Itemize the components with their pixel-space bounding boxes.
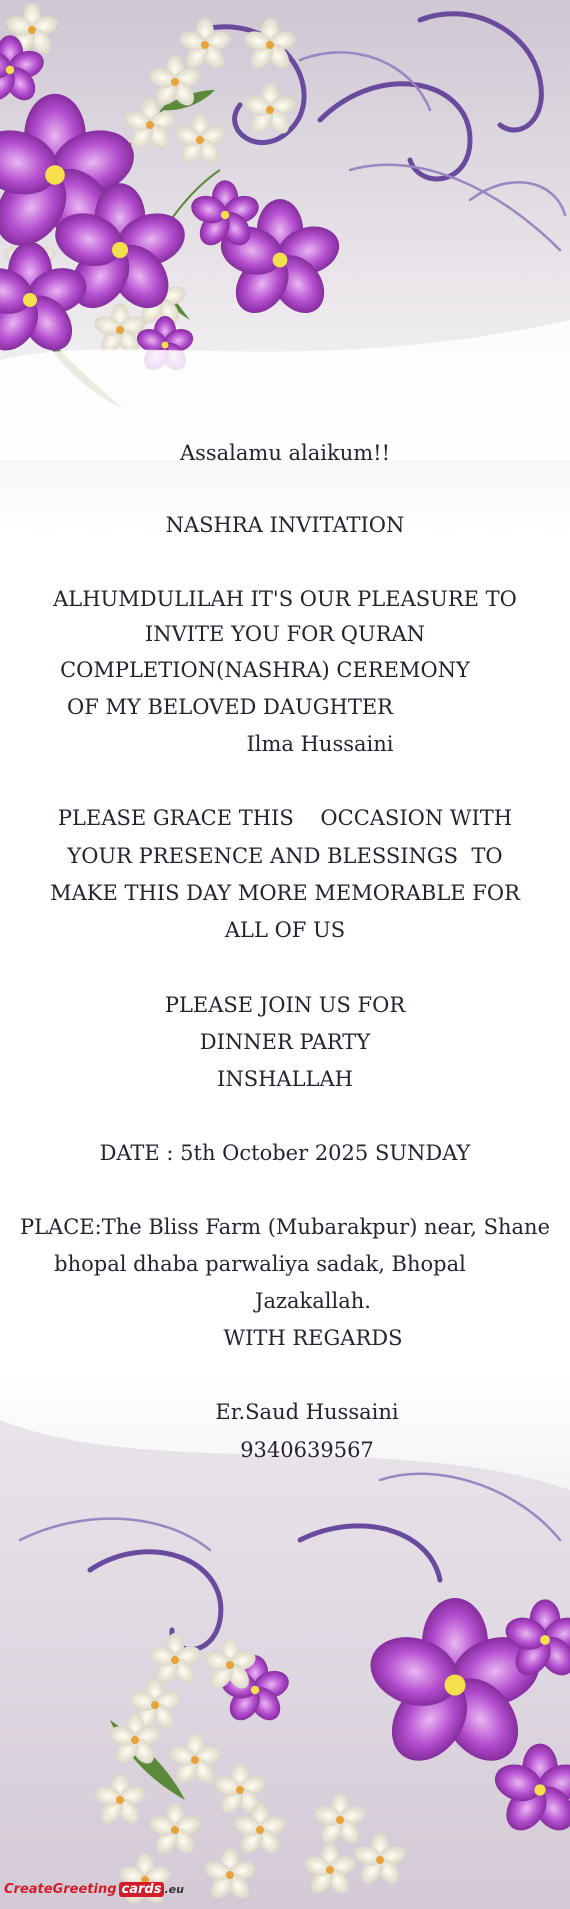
host-name: Er.Saud Hussaini <box>215 1400 399 1424</box>
watermark-text-2: cards <box>119 1882 165 1897</box>
watermark-text-1: CreateGreeting <box>4 1881 117 1897</box>
watermark-logo[interactable] <box>4 1875 184 1903</box>
regards-text: WITH REGARDS <box>223 1326 403 1350</box>
place-line-1: PLACE:The Bliss Farm (Mubarakpur) near, Shane <box>19 1215 550 1239</box>
join-line-2: DINNER PARTY <box>199 1030 371 1054</box>
place-line-2: bhopal dhaba parwaliya sadak, Bhopal <box>54 1252 466 1276</box>
grace-line-3: MAKE THIS DAY MORE MEMORABLE FOR <box>50 881 520 905</box>
join-line-3: INSHALLAH <box>217 1067 353 1091</box>
grace-line-1: PLEASE GRACE THIS OCCASION WITH <box>57 806 513 830</box>
grace-line-2: YOUR PRESENCE AND BLESSINGS TO <box>67 844 503 868</box>
intro-line-1: ALHUMDULILAH IT'S OUR PLEASURE TO <box>53 587 517 611</box>
watermark-text-3: .eu <box>164 1882 184 1896</box>
grace-line-4: ALL OF US <box>224 918 346 942</box>
thanks-text: Jazakallah. <box>255 1289 371 1313</box>
invitation-heading: NASHRA INVITATION <box>165 513 405 537</box>
intro-line-3: COMPLETION(NASHRA) CEREMONY <box>60 658 470 682</box>
intro-line-2: INVITE YOU FOR QURAN <box>144 622 426 646</box>
event-date: DATE : 5th October 2025 SUNDAY <box>99 1141 471 1165</box>
join-line-1: PLEASE JOIN US FOR <box>164 993 406 1017</box>
daughter-name: Ilma Hussaini <box>246 732 394 756</box>
intro-line-4: OF MY BELOVED DAUGHTER <box>66 695 393 719</box>
phone-number: 9340639567 <box>240 1438 374 1462</box>
greeting-text: Assalamu alaikum!! <box>179 441 391 465</box>
